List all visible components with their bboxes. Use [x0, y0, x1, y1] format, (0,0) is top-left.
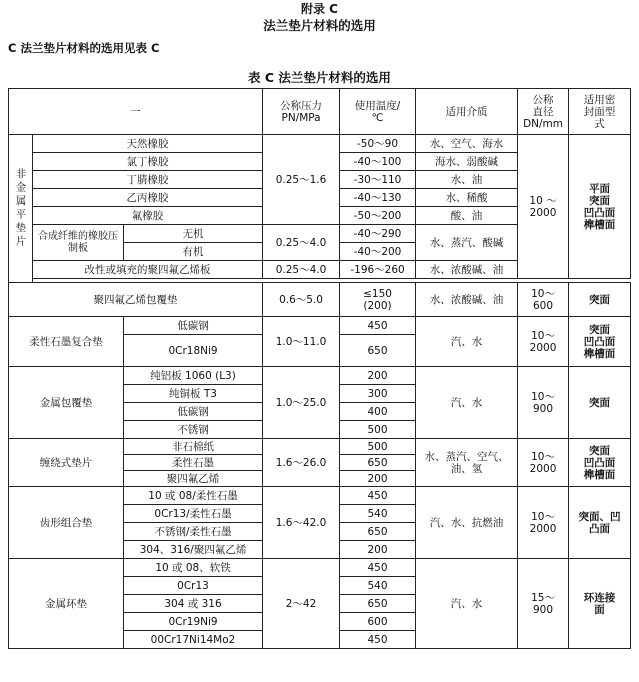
temp-cell: 300 [340, 385, 416, 403]
temp-cell: 200 [340, 471, 416, 487]
diameter-cell: 10～ 2000 [518, 487, 569, 559]
temp-cell: 540 [340, 577, 416, 595]
pressure-cell: 0.6～5.0 [263, 283, 340, 317]
temp-cell: -40～130 [340, 189, 416, 207]
temp-cell: 650 [340, 455, 416, 471]
medium-cell: 水、浓酸碱、油 [416, 283, 518, 317]
material-subtype: 纯铜板 T3 [124, 385, 263, 403]
temp-cell: 200 [340, 541, 416, 559]
col-diameter: 公称 直径 DN/mm [518, 89, 569, 135]
table-row [9, 317, 631, 335]
table-row [9, 135, 631, 153]
pressure-cell: 0.25～4.0 [263, 225, 340, 261]
face-cell: 突面 [569, 367, 631, 439]
temp-cell: 540 [340, 505, 416, 523]
material-subtype: 纯铝板 1060 (L3) [124, 367, 263, 385]
diameter-cell: 10～ 900 [518, 367, 569, 439]
temp-cell: 650 [340, 335, 416, 367]
temp-cell: 450 [340, 559, 416, 577]
diameter-cell: 10～ 2000 [518, 317, 569, 367]
diameter-cell: 10～ 2000 [518, 439, 569, 487]
face-cell: 突面 凹凸面 榫槽面 [569, 439, 631, 487]
material-name: 改性或填充的聚四氟乙烯板 [33, 261, 263, 279]
temp-cell: 450 [340, 487, 416, 505]
material-subtype: 0Cr19Ni9 [124, 613, 263, 631]
material-subtype: 0Cr13 [124, 577, 263, 595]
temp-cell: -30～110 [340, 171, 416, 189]
material-subtype: 非石棉纸 [124, 439, 263, 455]
temp-cell: 650 [340, 523, 416, 541]
medium-cell: 水、蒸汽、酸碱 [416, 225, 518, 261]
face-cell: 突面、凹 凸面 [569, 487, 631, 559]
temp-cell: 450 [340, 317, 416, 335]
material-name: 聚四氟乙烯包覆垫 [9, 283, 263, 317]
table-row [9, 439, 631, 455]
medium-cell: 汽、水 [416, 367, 518, 439]
temp-cell: 200 [340, 367, 416, 385]
medium-cell: 酸、油 [416, 207, 518, 225]
gasket-table [8, 88, 631, 649]
material-subtype: 柔性石墨 [124, 455, 263, 471]
temp-cell: -40～200 [340, 243, 416, 261]
medium-cell: 汽、水、抗燃油 [416, 487, 518, 559]
face-cell: 突面 [569, 283, 631, 317]
table-caption: 表 C 法兰垫片材料的选用 [248, 70, 391, 85]
table-row [9, 367, 631, 385]
col-type: 一 [9, 89, 263, 135]
diameter-cell: 10 ～ 2000 [518, 135, 569, 279]
pressure-cell: 0.25～4.0 [263, 261, 340, 279]
material-name: 天然橡胶 [33, 135, 263, 153]
pressure-cell: 0.25～1.6 [263, 135, 340, 225]
face-cell: 平面 突面 凹凸面 榫槽面 [569, 135, 631, 279]
material-name: 金属包覆垫 [9, 367, 124, 439]
temp-cell: 600 [340, 613, 416, 631]
material-name: 丁腈橡胶 [33, 171, 263, 189]
material-subtype: 不锈钢 [124, 421, 263, 439]
medium-cell: 水、稀酸 [416, 189, 518, 207]
temp-cell: -196～260 [340, 261, 416, 279]
material-subtype: 0Cr18Ni9 [124, 335, 263, 367]
face-cell: 环连接 面 [569, 559, 631, 649]
material-name: 缠绕式垫片 [9, 439, 124, 487]
temp-cell: 650 [340, 595, 416, 613]
table-row [9, 283, 631, 317]
material-subtype: 00Cr17Ni14Mo2 [124, 631, 263, 649]
appendix-title: 法兰垫片材料的选用 [263, 18, 376, 33]
material-name: 氯丁橡胶 [33, 153, 263, 171]
material-subtype: 低碳钢 [124, 317, 263, 335]
table-row [9, 559, 631, 577]
temp-cell: 400 [340, 403, 416, 421]
medium-cell: 汽、水 [416, 317, 518, 367]
col-medium: 适用介质 [416, 89, 518, 135]
temp-cell: -40～290 [340, 225, 416, 243]
pressure-cell: 2～42 [263, 559, 340, 649]
material-subtype: 304 或 316 [124, 595, 263, 613]
medium-cell: 汽、水 [416, 559, 518, 649]
material-subtype: 无机 [124, 225, 263, 243]
material-subtype: 有机 [124, 243, 263, 261]
appendix-label: 附录 C [301, 2, 338, 16]
col-face: 适用密 封面型 式 [569, 89, 631, 135]
temp-cell: -40～100 [340, 153, 416, 171]
diameter-cell: 15～ 900 [518, 559, 569, 649]
material-subtype: 不锈钢/柔性石墨 [124, 523, 263, 541]
header-row [9, 89, 631, 135]
pressure-cell: 1.6～26.0 [263, 439, 340, 487]
pressure-cell: 1.0～25.0 [263, 367, 340, 439]
material-name: 合成纤维的橡胶压制板 [33, 225, 124, 261]
material-subtype: 聚四氟乙烯 [124, 471, 263, 487]
table-row [9, 487, 631, 505]
col-pressure: 公称压力 PN/MPa [263, 89, 340, 135]
diameter-cell: 10～ 600 [518, 283, 569, 317]
medium-cell: 水、蒸汽、空气、 油、氢 [416, 439, 518, 487]
temp-cell: -50～90 [340, 135, 416, 153]
medium-cell: 水、浓酸碱、油 [416, 261, 518, 279]
material-name: 金属环垫 [9, 559, 124, 649]
medium-cell: 水、空气、海水 [416, 135, 518, 153]
pressure-cell: 1.6～42.0 [263, 487, 340, 559]
material-subtype: 低碳钢 [124, 403, 263, 421]
temp-cell: 500 [340, 421, 416, 439]
intro-text: C 法兰垫片材料的选用见表 C [8, 41, 160, 55]
medium-cell: 水、油 [416, 171, 518, 189]
material-subtype: 0Cr13/柔性石墨 [124, 505, 263, 523]
material-name: 乙丙橡胶 [33, 189, 263, 207]
col-temperature: 使用温度/ ℃ [340, 89, 416, 135]
temp-cell: 500 [340, 439, 416, 455]
material-subtype: 10 或 08、软铁 [124, 559, 263, 577]
medium-cell: 海水、弱酸碱 [416, 153, 518, 171]
temp-cell: 450 [340, 631, 416, 649]
pressure-cell: 1.0～11.0 [263, 317, 340, 367]
temp-cell: ≤150 (200) [340, 283, 416, 317]
face-cell: 突面 凹凸面 榫槽面 [569, 317, 631, 367]
material-name: 柔性石墨复合垫 [9, 317, 124, 367]
temp-cell: -50～200 [340, 207, 416, 225]
material-subtype: 304、316/聚四氟乙烯 [124, 541, 263, 559]
group-nonmetal: 非金属平垫片 [9, 135, 33, 283]
material-name: 齿形组合垫 [9, 487, 124, 559]
material-subtype: 10 或 08/柔性石墨 [124, 487, 263, 505]
material-name: 氟橡胶 [33, 207, 263, 225]
